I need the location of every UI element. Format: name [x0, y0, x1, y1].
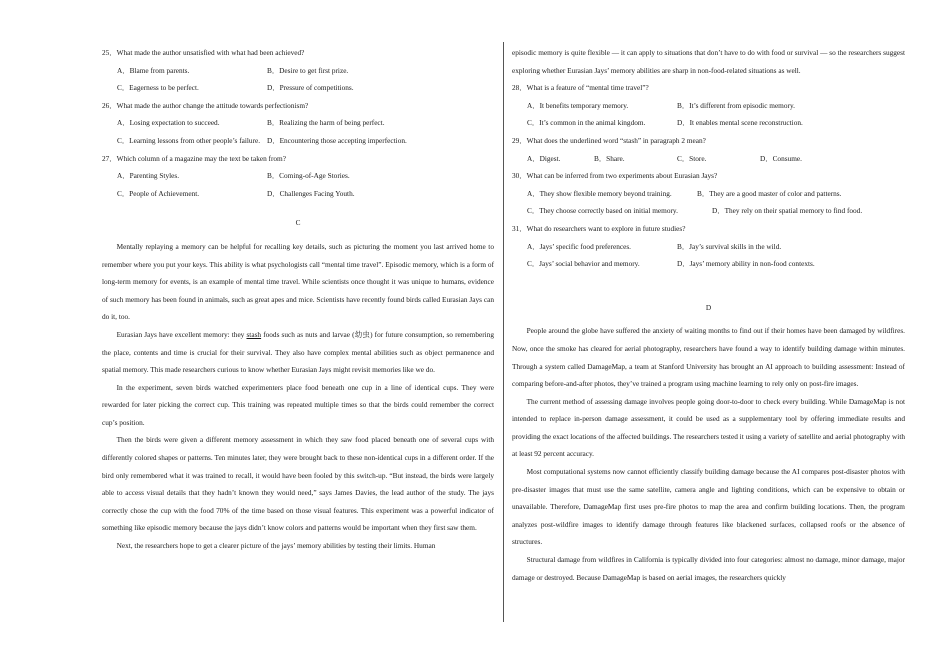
option-a: A．Digest.: [527, 153, 561, 163]
passage-c-paragraph-5: Next, the researchers hope to get a clearer picture of the jays’ memory abilities by testing their limits. Human: [116, 541, 436, 551]
option-b: B．Desire to get first prize.: [267, 65, 349, 75]
question-stem: 27．Which column of a magazine may the text be taken from?: [102, 153, 286, 163]
option-d: D．Challenges Facing Youth.: [267, 188, 355, 198]
option-c: C．Store.: [677, 153, 707, 163]
underlined-word-stash: stash: [246, 329, 262, 339]
option-c: C．Eagerness to be perfect.: [117, 83, 199, 93]
passage-c-continued: episodic memory is quite flexible — it can apply to situations that don’t have to do with food or survival — so the researchers suggest exploring whether Eurasian Jays’ memory abilities are sharp in non-food-related situations as well.: [512, 48, 905, 75]
question-26: [102, 97, 494, 150]
option-a: A．Jays’ specific food preferences.: [527, 241, 632, 251]
question-stem: 30．What can be inferred from two experiments about Eurasian Jays?: [512, 171, 718, 181]
passage-d-paragraph-4: Structural damage from wildfires in California is typically divided into four categories: almost no damage, minor damage, major damage or destroyed. Because DamageMap is based on aerial images, the researchers quickly: [512, 555, 905, 582]
passage-c-paragraph-2: Eurasian Jays have excellent memory: they stash foods such as nuts and larvae (幼虫) for future consumption, so remembering the place, contents and time is crucial for their survival. They also have complex mental abilities such as object permanence and spatial memory. This made researchers curious to know whether Eurasian Jays might revisit memories like we do.: [102, 329, 494, 375]
column-divider: [503, 42, 504, 622]
option-d: D．Pressure of competitions.: [267, 83, 354, 93]
option-b: B．Share.: [594, 153, 625, 163]
passage-d-paragraph-3: Most computational systems now cannot efficiently classify building damage because the AI compares post-disaster photos with pre-disaster images that must use the same satellite, camera angle and lighting conditions, which can be expensive to obtain or unavailable. Therefore, DamageMap first uses pre-fire photos to map the area and confirm building locations. Then, the program analyzes post-wildfire images to identify damage through features like blackened surfaces, collapsed roofs or the absence of structures.: [512, 467, 905, 547]
passage-d-paragraph-2: The current method of assessing damage involves people going door-to-door to check every building. While DamageMap is not intended to replace in-person damage assessment, it could be used as a supplementary tool by offering immediate results and providing the exact locations of the affected buildings. The researchers tested it using a variety of satellite and aerial photography with at least 92 percent accuracy.: [512, 396, 905, 459]
question-25: [102, 44, 494, 97]
question-stem: 26．What made the author change the attitude towards perfectionism?: [102, 100, 309, 110]
passage-d-paragraph-1: People around the globe have suffered the anxiety of waiting months to find out if their homes have been damaged by wildfires. Now, once the smoke has cleared for aerial photography, researchers have found a way to identify building damage within minutes. Through a system called DamageMap, a team at Stanford University has brought an AI approach to building assessment: Instead of comparing before-and-after photos, they’ve trained a program using machine learning to rely only on post-fire images.: [512, 326, 905, 389]
question-30: [512, 167, 905, 220]
passage-c-paragraph-4: Then the birds were given a different memory assessment in which they saw food placed beneath one of several cups with differently colored shapes or patterns. Ten minutes later, they were brought back to these non-identical cups in a different order. If the bird only remembered what it was trained to recall, it would have been fooled by this switch-up. “But instead, the birds were largely able to access visual details that they hadn’t known they would need,” says James Davies, the lead author of the study. The jays correctly chose the cup with the food 70% of the time based on those visual features. This experiment was a powerful indicator of something like episodic memory because the jays didn’t know colors and patterns would be important when they first saw them.: [102, 435, 494, 533]
option-b: B．It’s different from episodic memory.: [677, 100, 795, 110]
option-a: A．Parenting Styles.: [117, 171, 180, 181]
option-c: C．Jays’ social behavior and memory.: [527, 259, 640, 269]
right-column: [512, 44, 905, 586]
question-31: [512, 220, 905, 273]
option-a: A．It benefits temporary memory.: [527, 100, 629, 110]
question-27: [102, 150, 494, 203]
option-d: D．Jays’ memory ability in non-food contexts.: [677, 259, 815, 269]
option-c: C．Learning lessons from other people’s failure.: [117, 135, 261, 145]
option-a: A．Losing expectation to succeed.: [117, 118, 220, 128]
question-stem: 29．What does the underlined word “stash” in paragraph 2 mean?: [512, 135, 706, 145]
option-d: D．It enables mental scene reconstruction.: [677, 118, 803, 128]
passage-c-paragraph-3: In the experiment, seven birds watched experimenters place food beneath one cup in a line of identical cups. They were rewarded for later picking the correct cup. This training was repeated multiple times so that the birds could remember the correct cup’s position.: [102, 382, 494, 427]
question-stem: 31．What do researchers want to explore in future studies?: [512, 223, 686, 233]
option-c: C．People of Achievement.: [117, 188, 200, 198]
question-stem: 25．What made the author unsatisfied with what had been achieved?: [102, 48, 305, 57]
question-stem: 28．What is a feature of “mental time travel”?: [512, 83, 649, 93]
option-b: B．They are a good master of color and patterns.: [697, 188, 842, 198]
passage-c-paragraph-1: Mentally replaying a memory can be helpful for recalling key details, such as picturing the moment you last arrived home to remember where you put your keys. This ability is what psychologists call “mental time travel”. Episodic memory, which is a form of long-term memory for events, is an example of mental time travel. While scientists once thought it was unique to humans, evidence of such memory has been found in animals, such as great apes and mice. Scientists have recently found birds called Eurasian Jays can do it, too.: [102, 241, 494, 322]
section-heading-c: C: [295, 218, 301, 228]
option-c: C．They choose correctly based on initial memory.: [527, 206, 678, 216]
option-c: C．It’s common in the animal kingdom.: [527, 118, 646, 128]
option-b: B．Realizing the harm of being perfect.: [267, 118, 385, 128]
question-29: [512, 132, 905, 167]
option-b: B．Coming-of-Age Stories.: [267, 171, 350, 181]
option-a: A．They show flexible memory beyond training.: [527, 188, 672, 198]
option-d: D．Encountering those accepting imperfection.: [267, 135, 407, 145]
section-heading-d: D: [705, 302, 712, 312]
question-28: [512, 79, 905, 132]
option-a: A．Blame from parents.: [117, 65, 190, 75]
option-d: D．Consume.: [760, 153, 802, 163]
option-d: D．They rely on their spatial memory to find food.: [712, 206, 863, 216]
left-column: [102, 44, 494, 555]
option-b: B．Jay’s survival skills in the wild.: [677, 241, 782, 251]
